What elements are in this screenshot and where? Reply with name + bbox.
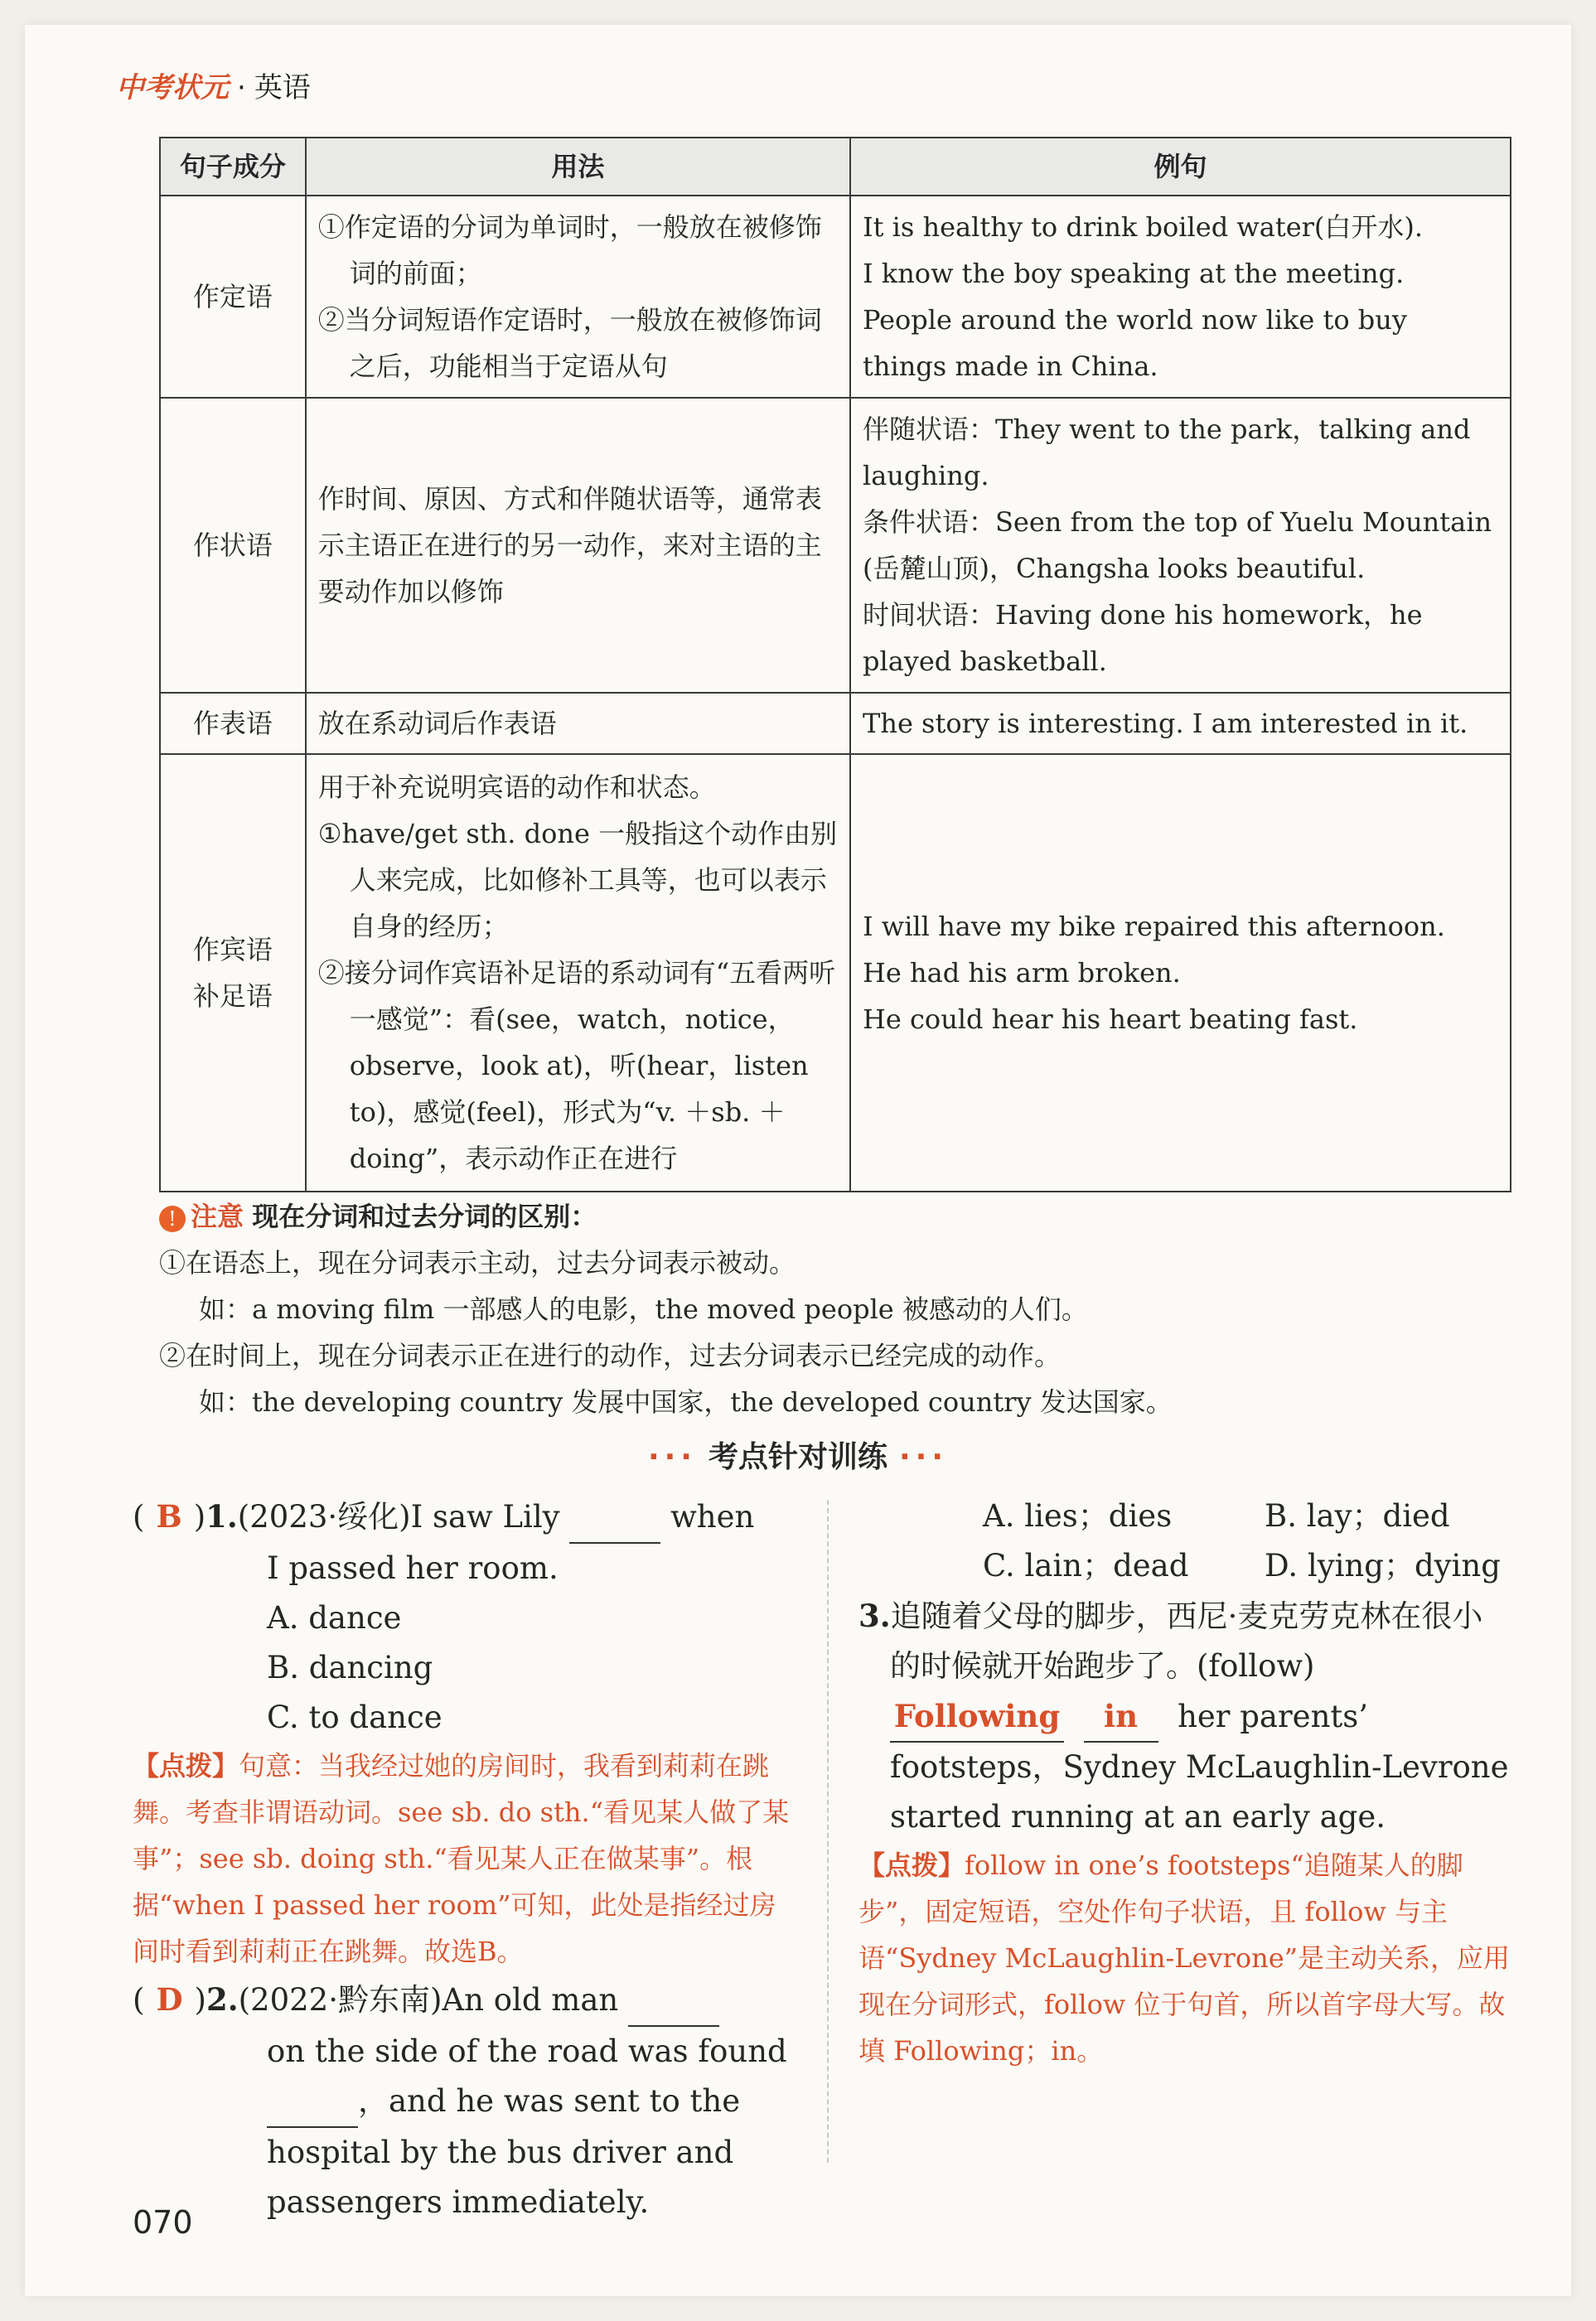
subject-label: 英语 — [254, 71, 311, 104]
note-example: 如：the developing country 发展中国家，the developed country 发达国家。 — [199, 1386, 1173, 1418]
usage-cell — [306, 398, 850, 693]
usage-line: ②当分词短语作定语时，一般放在被修饰词之后，功能相当于定语从句 — [317, 304, 822, 382]
example-cell — [850, 693, 1511, 754]
table-row — [160, 398, 1511, 693]
example-line: 条件状语：Seen from the top of Yuelu Mountain (岳麓山顶)，Changsha looks beautiful. — [862, 506, 1492, 584]
usage-line: ①have/get sth. done 一般指这个动作由别人来完成，比如修补工具等，也可以表示自身的经历； — [317, 818, 838, 942]
usage-line: ②接分词作宾语补足语的系动词有“五看两听一感觉”：看(see，watch，notice，observe，look at)，听(hear，listen to)，感觉(feel)，形式为“v. ＋sb. ＋doing”，表示动作正在进行 — [317, 957, 836, 1174]
usage-cell — [306, 196, 850, 398]
option: C. lain；dead — [983, 1548, 1189, 1584]
column-header: 用法 — [306, 138, 850, 196]
option: B. dancing — [267, 1650, 433, 1685]
table-header-row — [160, 138, 1511, 196]
role-cell: 作表语 — [160, 693, 306, 754]
example-line: I know the boy speaking at the meeting. — [862, 258, 1405, 289]
option: C. to dance — [267, 1700, 443, 1735]
question-3: 3.追随着父母的脚步，西尼·麦克劳克林在很小的时候就开始跑步了。(follow) — [858, 1598, 1483, 1684]
note-tag: 注意 — [191, 1201, 244, 1232]
note-title: 现在分词和过去分词的区别： — [252, 1201, 597, 1232]
example-line: 时间状语：Having done his homework，he played basketball. — [862, 599, 1423, 677]
question-2: ( D )2.(2022·黔东南)An old man on the side of the road was found ，and he was sent to the hospital by the bus driver and passengers immediately. — [133, 1975, 802, 2227]
right-column: A. lies；dies B. lay；died C. lain；dead D. lying；dying 3.追随着父母的脚步，西尼·麦克劳克林在很小的时候就开始跑步了。(follow) Following in her parents’ footsteps，Sydney McLaughlin-Levrone started running at an early age. 【点拨】follow in one’s footsteps“追随某人的脚步”，固定短语，空处作句子状语，且 follow 与主语“Sydney McLaughlin-Levrone”是主动关系，应用现在分词形式，follow 位于句首，所以首字母大写。故填 Following；in。 — [858, 1492, 1513, 2074]
answer-blank — [628, 1975, 719, 2027]
section-title: ··· 考点针对训练 ··· — [647, 1440, 949, 1474]
column-header: 例句 — [850, 138, 1511, 196]
left-column — [133, 1492, 802, 2227]
usage-line: 用于补充说明宾语的动作和状态。 — [317, 771, 716, 803]
example-cell — [850, 398, 1511, 693]
table-row — [160, 693, 1511, 754]
answer-blank — [569, 1492, 660, 1544]
example-line: The story is interesting. I am interested in it. — [862, 708, 1468, 739]
example-line: I will have my bike repaired this afternoon. — [862, 911, 1445, 942]
filled-blank: in — [1084, 1691, 1158, 1743]
role-cell: 作状语 — [160, 398, 306, 693]
hint: 【点拨】follow in one’s footsteps“追随某人的脚步”，固定短语，空处作句子状语，且 follow 与主语“Sydney McLaughlin-Levrone”是主动关系，应用现在分词形式，follow 位于句首，所以首字母大写。故填 Following；in。 — [858, 1850, 1510, 2067]
answer-mark: D — [156, 1981, 183, 2018]
hint: 【点拨】句意：当我经过她的房间时，我看到莉莉在跳舞。考查非谓语动词。see sb. do sth.“看见某人做了某事”；see sb. doing sth.“看见某人正在做某事”。根据“when I passed her room”可知，此处是指经过房间时看到莉莉正在跳舞。故选B。 — [133, 1750, 790, 1967]
example-line: He had his arm broken. — [862, 957, 1181, 989]
example-line: He could hear his heart beating fast. — [862, 1003, 1358, 1035]
usage-line: ①作定语的分词为单词时，一般放在被修饰词的前面； — [317, 211, 822, 289]
option: A. dance — [267, 1600, 402, 1636]
usage-cell — [306, 754, 850, 1192]
answer-blank — [267, 2077, 358, 2128]
example-line: People around the world now like to buy things made in China. — [862, 304, 1407, 382]
note-line: ①在语态上，现在分词表示主动，过去分词表示被动。 — [159, 1247, 796, 1279]
example-cell — [850, 196, 1511, 398]
page-number: 070 — [133, 2204, 193, 2241]
table-row — [160, 196, 1511, 398]
usage-cell — [306, 693, 850, 754]
role-cell: 作宾语 补足语 — [160, 754, 306, 1192]
column-header: 句子成分 — [160, 138, 306, 196]
page-header: 中考状元 · 英语 — [116, 71, 311, 104]
answer-mark: B — [156, 1498, 182, 1535]
exclamation-icon: ! — [159, 1206, 186, 1232]
filled-blank: Following — [890, 1691, 1064, 1743]
example-cell — [850, 754, 1511, 1192]
option: A. lies；dies — [983, 1498, 1173, 1534]
note-box — [159, 1193, 1535, 1425]
usage-line: 放在系动词后作表语 — [317, 708, 557, 739]
usage-line: 作时间、原因、方式和伴随状语等，通常表示主语正在进行的另一动作，来对主语的主要动作加以修饰 — [317, 483, 822, 607]
question-1: ( B )1.(2023·绥化)I saw Lily when I passed her room. A. danceB. dancing C. to dance 【点拨】句意：当我经过她的房间时，我看到莉莉在跳舞。考查非谓语动词。see sb. do sth.“看见某人做了某事”；see sb. doing sth.“看见某人正在做某事”。根据“when I passed her room”可知，此处是指经过房间时看到莉莉正在跳舞。故选B。 — [133, 1492, 802, 1975]
role-cell: 作定语 — [160, 196, 306, 398]
option: D. lying；dying — [1265, 1548, 1501, 1584]
note-line: ②在时间上，现在分词表示正在进行的动作，过去分词表示已经完成的动作。 — [159, 1340, 1062, 1371]
column-divider — [827, 1500, 829, 2163]
table-row — [160, 754, 1511, 1192]
example-line: 伴随状语：They went to the park，talking and laughing. — [862, 413, 1471, 491]
grammar-table — [159, 137, 1511, 1192]
option: B. lay；died — [1265, 1498, 1450, 1534]
example-line: It is healthy to drink boiled water(白开水). — [862, 211, 1424, 243]
brand-logo: 中考状元 — [116, 71, 229, 104]
note-example: 如：a moving film 一部感人的电影，the moved people 被感动的人们。 — [199, 1293, 1088, 1325]
